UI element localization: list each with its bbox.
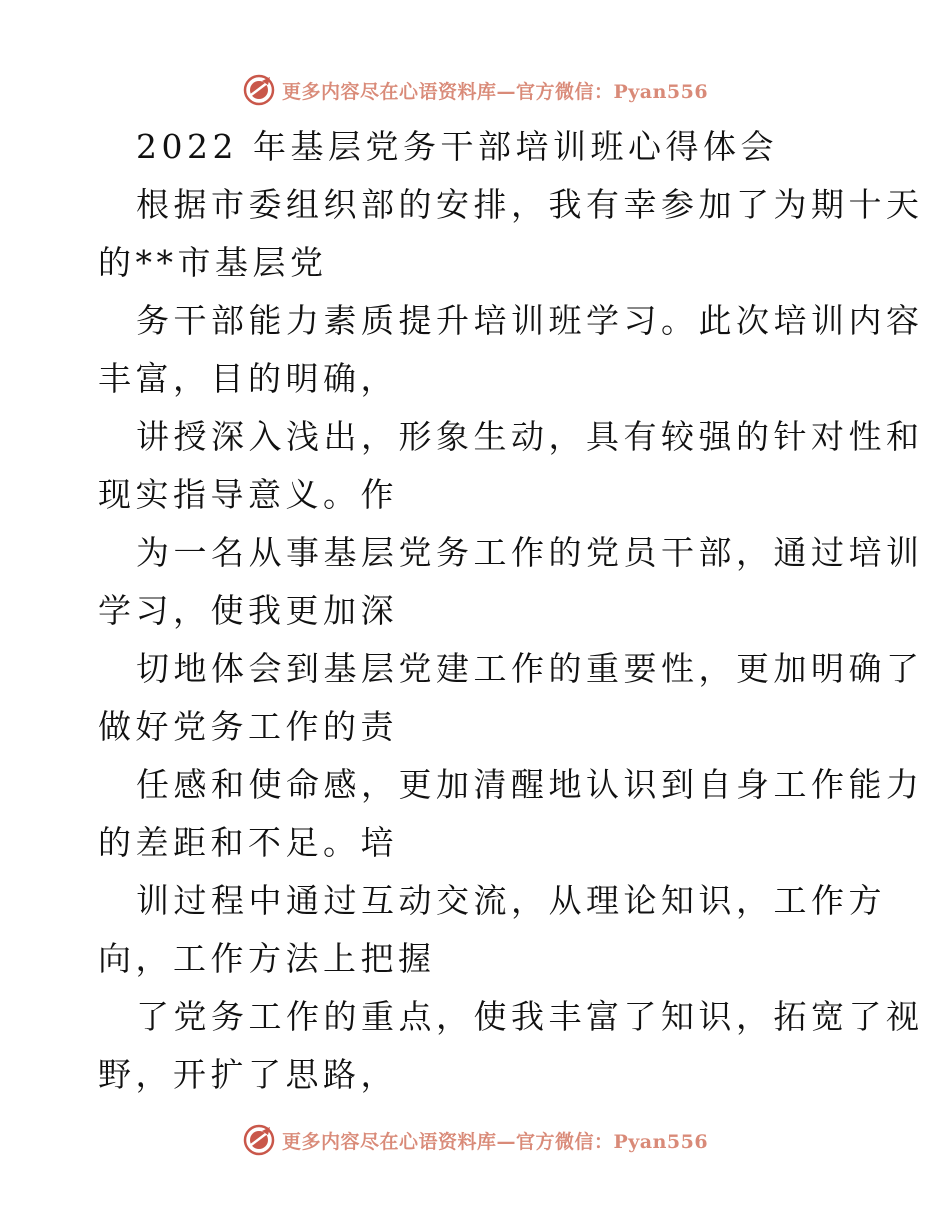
text-line: 根据市委组织部的安排，我有幸参加了为期十天 bbox=[136, 185, 924, 224]
text-line: 的**市基层党 bbox=[98, 243, 328, 282]
document-title: 2022 年基层党务干部培训班心得体会 bbox=[136, 127, 778, 166]
watermark-text: 更多内容尽在心语资料库—官方微信：Pyan556 bbox=[281, 1130, 709, 1153]
text-line: 学习，使我更加深 bbox=[98, 591, 398, 630]
text-line: 野，开扩了思路， bbox=[98, 1055, 398, 1094]
text-line: 讲授深入浅出，形象生动，具有较强的针对性和 bbox=[136, 417, 924, 456]
text-line: 为一名从事基层党务工作的党员干部，通过培训 bbox=[136, 533, 924, 572]
text-line: 做好党务工作的责 bbox=[98, 707, 398, 746]
watermark-banner-bottom bbox=[0, 1120, 950, 1160]
seal-logo-icon bbox=[242, 1123, 276, 1157]
text-line: 了党务工作的重点，使我丰富了知识，拓宽了视 bbox=[136, 997, 924, 1036]
text-line: 切地体会到基层党建工作的重要性，更加明确了 bbox=[136, 649, 924, 688]
text-line: 任感和使命感，更加清醒地认识到自身工作能力 bbox=[136, 765, 924, 804]
watermark-banner-top bbox=[0, 70, 950, 110]
text-line: 丰富，目的明确， bbox=[98, 359, 398, 398]
text-line: 向，工作方法上把握 bbox=[98, 939, 436, 978]
text-line: 的差距和不足。培 bbox=[98, 823, 398, 862]
document-body bbox=[98, 118, 924, 1104]
watermark-text: 更多内容尽在心语资料库—官方微信：Pyan556 bbox=[281, 80, 709, 103]
text-line: 训过程中通过互动交流，从理论知识，工作方 bbox=[136, 881, 886, 920]
text-line: 现实指导意义。作 bbox=[98, 475, 398, 514]
seal-logo-icon bbox=[242, 73, 276, 107]
text-line: 务干部能力素质提升培训班学习。此次培训内容 bbox=[136, 301, 924, 340]
